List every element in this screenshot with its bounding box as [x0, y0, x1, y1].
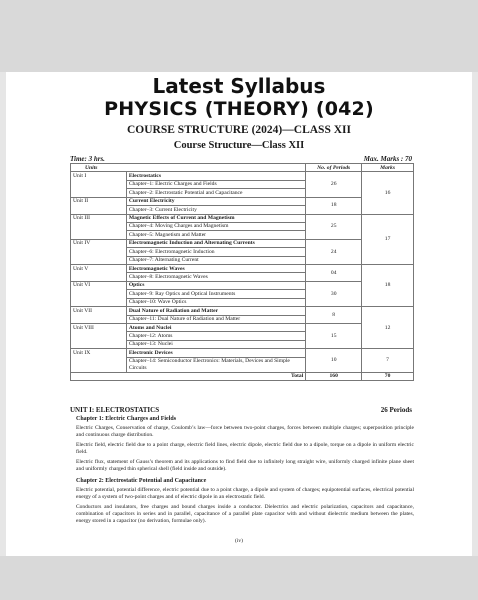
unit-label: Unit IV: [71, 239, 127, 264]
unit-label: Unit III: [71, 214, 127, 239]
periods-cell: 8: [306, 307, 362, 324]
marks-cell: 7: [362, 349, 414, 372]
marks-cell: 16: [362, 172, 414, 214]
unit-label: Unit VI: [71, 281, 127, 306]
marks-header: Marks: [362, 164, 414, 172]
chapter-cell: Chapter–10: Wave Optics: [126, 298, 305, 306]
unit-title: Atoms and Nuclei: [126, 324, 305, 332]
unit-label: Unit II: [71, 197, 127, 214]
chapter1-paragraph-2: Electric field, electric field due to a point charge, electric field lines, electric dipole, electric field due to a dipole, torque on a dipole in uniform electric field.: [76, 442, 414, 456]
chapter1-title: Chapter 1: Electric Charges and Fields: [76, 416, 177, 422]
chapter-cell: Chapter–12: Atoms: [126, 332, 305, 340]
chapter2-title: Chapter 2: Electrostatic Potential and Capacitance: [76, 478, 207, 484]
chapter-cell: Chapter–8: Electromagnetic Waves: [126, 273, 305, 281]
unit-title: Electronic Devices: [126, 349, 305, 357]
table-row: [71, 214, 414, 222]
bottom-gray-band: [0, 556, 478, 600]
chapter-cell: Chapter–5: Magnetism and Matter: [126, 231, 305, 239]
periods-cell: 18: [306, 197, 362, 214]
unit-title: Electromagnetic Waves: [126, 265, 305, 273]
table-row: [71, 265, 414, 273]
page-number: (iv): [235, 538, 243, 544]
units-header: Units: [71, 164, 306, 172]
chapter-cell: Chapter–2: Electrostatic Potential and Capacitance: [126, 189, 305, 197]
unit1-periods: 26 Periods: [380, 406, 412, 414]
periods-cell: 10: [306, 349, 362, 372]
chapter1-paragraph-1: Electric Charges, Conservation of charge, Coulomb’s law—force between two-point charges, forces between multiple charges; superposition principle and continuous charge distribution.: [76, 425, 414, 439]
unit-label: Unit VII: [71, 307, 127, 324]
marks-cell: 17: [362, 214, 414, 265]
total-row: [71, 372, 414, 380]
table-row: [71, 172, 414, 180]
table-header-row: [71, 164, 414, 172]
chapter-cell: Chapter–3: Current Electricity: [126, 206, 305, 214]
unit-label: Unit V: [71, 265, 127, 282]
chapter-cell: Chapter–9: Ray Optics and Optical Instruments: [126, 290, 305, 298]
course-structure-heading: COURSE STRUCTURE (2024)—CLASS XII: [127, 124, 351, 136]
max-marks-label: Max. Marks : 70: [363, 155, 412, 163]
table-row: [71, 349, 414, 357]
total-periods: 160: [306, 372, 362, 380]
syllabus-table: [70, 163, 414, 381]
unit-title: Dual Nature of Radiation and Matter: [126, 307, 305, 315]
time-label: Time: 3 hrs.: [70, 155, 105, 163]
unit1-title: UNIT I: ELECTROSTATICS: [70, 406, 160, 414]
periods-cell: 30: [306, 281, 362, 306]
page-title: Latest Syllabus: [152, 74, 326, 98]
total-marks: 70: [362, 372, 414, 380]
chapter-cell: Chapter–1: Electric Charges and Fields: [126, 180, 305, 188]
periods-cell: 24: [306, 239, 362, 264]
chapter2-paragraph-2: Conductors and insulators, free charges and bound charges inside a conductor. Dielectrics and electric polarization, capacitors and capacitance, combination of capacitors in series and in parallel, capacitance of a parallel plate capacitor with and without dielectric medium between the plates, energy stored in a capacitor (no derivation, formulae only).: [76, 504, 414, 525]
periods-header: No. of Periods: [306, 164, 362, 172]
unit-label: Unit IX: [71, 349, 127, 372]
periods-cell: 26: [306, 172, 362, 197]
periods-cell: 15: [306, 324, 362, 349]
subject-title: PHYSICS (THEORY) (042): [104, 98, 374, 120]
course-structure-subheading: Course Structure—Class XII: [173, 140, 305, 151]
total-label: Total: [71, 372, 306, 380]
chapter-cell: Chapter–6: Electromagnetic Induction: [126, 248, 305, 256]
unit-title: Electromagnetic Induction and Alternating Currents: [126, 239, 305, 247]
marks-cell: 18: [362, 265, 414, 307]
marks-cell: 12: [362, 307, 414, 349]
periods-cell: 04: [306, 265, 362, 282]
chapter-cell: Chapter–11: Dual Nature of Radiation and Matter: [126, 315, 305, 323]
table-row: [71, 307, 414, 315]
unit-title: Magnetic Effects of Current and Magnetism: [126, 214, 305, 222]
chapter-cell: Chapter–4: Moving Charges and Magnetism: [126, 222, 305, 230]
chapter2-paragraph-1: Electric potential, potential difference, electric potential due to a point charge, a dipole and system of charges; equipotential surfaces, electrical potential energy of a system of two-point charges and of electric dipole in an electrostatic field.: [76, 487, 414, 501]
chapter-cell: Chapter–14: Semiconductor Electronics: Materials, Devices and Simple Circuits: [126, 357, 305, 372]
chapter-cell: Chapter–13: Nuclei: [126, 340, 305, 348]
unit-label: Unit I: [71, 172, 127, 197]
chapter-cell: Chapter–7: Alternating Current: [126, 256, 305, 264]
unit-label: Unit VIII: [71, 324, 127, 349]
unit-title: Current Electricity: [126, 197, 305, 205]
top-gray-band: [0, 0, 478, 72]
chapter1-paragraph-3: Electric flux, statement of Gauss’s theorem and its applications to find field due to infinitely long straight wire, uniformly charged infinite plane sheet and uniformly charged thin spherical shell (field inside and outside).: [76, 459, 414, 473]
periods-cell: 25: [306, 214, 362, 239]
unit-title: Optics: [126, 281, 305, 289]
unit-title: Electrostatics: [126, 172, 305, 180]
